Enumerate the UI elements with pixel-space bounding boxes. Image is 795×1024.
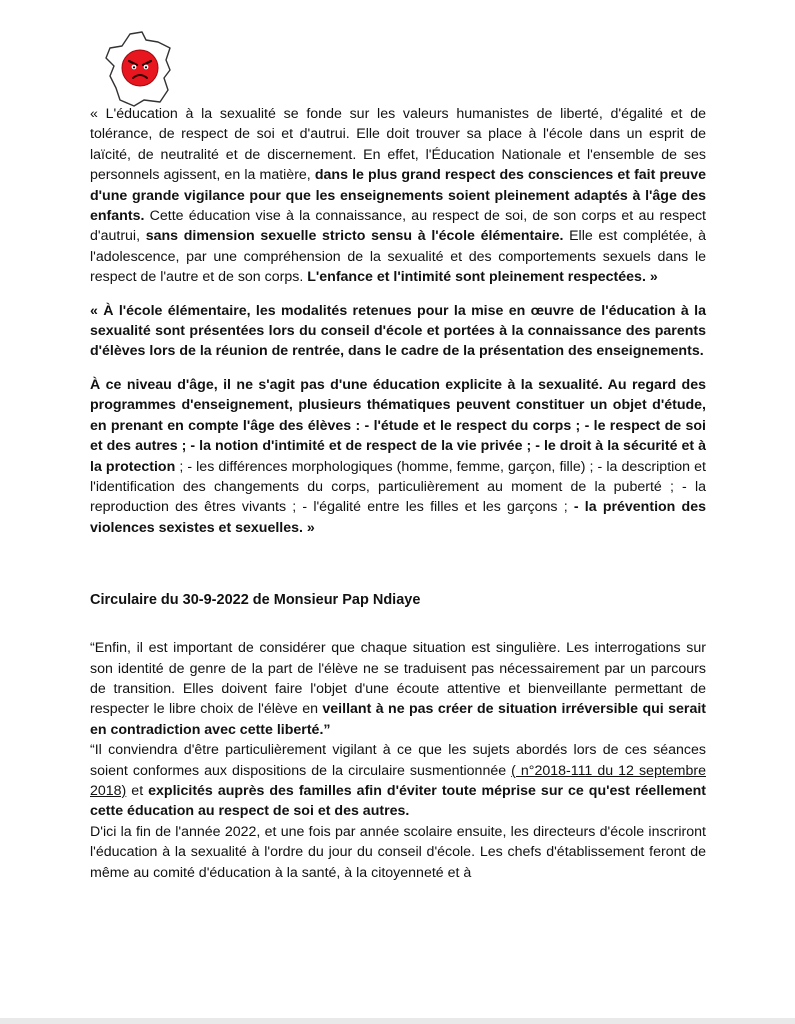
text-run: Cette éducation vise à la connaissance, au respect de soi, de son corps et au respect d'autrui, — [90, 208, 706, 245]
text-run: « À l'école élémentaire, les modalités retenues pour la mise en œuvre de l'éducation à la sexualité sont présentées lors du conseil d'école et portées à la connaissance des parents d'élèves lors de la réunion de rentrée, dans le cadre de la présentation des enseignements. — [90, 302, 706, 360]
text-run: « L'éducation à la sexualité se fonde sur les valeurs humanistes de liberté, d'égalité et de tolérance, de respect de soi et d'autrui. Elle doit trouver sa place à l'école dans un esprit de laïcité, de neutralité et de discernement. En effet, l'Éducation Nationale et l'ensemble de ses personnels agissent, en la matière, — [90, 106, 706, 184]
circulaire-paragraph-council — [90, 822, 706, 883]
text-run: et — [126, 782, 149, 799]
text-run: ( n°2018-111 du 12 septembre 2018) — [90, 762, 706, 799]
text-run: ; - les différences morphologiques (homme, femme, garçon, fille) ; - la description et l'identification des changements du corps, particulièrement au moment de la puberté ; - la reproduction des êtres vivants ; - l'égalité entre les filles et les garçons ; — [90, 458, 706, 516]
france-angry-face-logo — [100, 30, 180, 110]
section-heading: Circulaire du 30-9-2022 de Monsieur Pap Ndiaye — [90, 592, 421, 609]
document-page — [90, 104, 706, 883]
text-run: explicités auprès des familles afin d'éviter toute méprise sur ce qu'est réellement cette éducation au respect de soi et des autres. — [90, 782, 706, 820]
text-run: À ce niveau d'âge, il ne s'agit pas d'une éducation explicite à la sexualité. Au regard des programmes d'enseignement, plusieurs thématiques peuvent constituer un objet d'étude, en prenant en compte l'âge des élèves : - l'étude et le respect du corps ; - le respect de soi et des autres ; - la notion d'intimité et de respect de la vie privée ; - le droit à la sécurité et à la protection — [90, 376, 706, 475]
text-run: - la prévention des violences sexistes et sexuelles. » — [90, 499, 706, 536]
angry-face-in-france-map-icon — [100, 30, 180, 110]
circulaire-paragraph-vigilance — [90, 740, 706, 822]
viewer-bottom-bar — [0, 1018, 795, 1024]
text-run: sans dimension sexuelle stricto sensu à l'école élémentaire. — [145, 228, 564, 245]
text-run: “Enfin, il est important de considérer que chaque situation est singulière. Les interrogations sur son identité de genre de la part de l'élève ne se traduisent pas nécessairement par un parcours de transition. Elles doivent faire l'objet d'une écoute attentive et bienveillante permettant de respecter le libre choix de l'élève en — [90, 640, 706, 718]
text-run: veillant à ne pas créer de situation irréversible qui serait en contradiction avec cette liberté.” — [90, 701, 707, 738]
text-run: “Il conviendra d'être particulièrement vigilant à ce que les sujets abordés lors de ces séances soient conformes aux dispositions de la circulaire susmentionnée — [90, 742, 706, 779]
quote-paragraph-modalities — [90, 301, 706, 362]
text-run: L'enfance et l'intimité sont pleinement respectées. » — [307, 269, 658, 286]
text-run: dans le plus grand respect des consciences et fait preuve d'une grande vigilance pour que les enseignements soient pleinement adaptés à l'âge des enfants. — [90, 167, 706, 225]
text-run: Elle est complétée, à l'adolescence, par une compréhension de la sexualité et des comportements sexuels dans le respect de l'autre et de son corps. — [90, 228, 706, 286]
text-run: D'ici la fin de l'année 2022, et une fois par année scolaire ensuite, les directeurs d'école inscriront l'éducation à la sexualité à l'ordre du jour du conseil d'école. Les chefs d'établissement feront de même au comité d'éducation à la santé, à la citoyenneté et à — [90, 823, 706, 881]
quote-paragraph-values — [90, 104, 706, 288]
quote-paragraph-age-themes — [90, 375, 706, 538]
circulaire-paragraph-identity — [90, 638, 706, 740]
